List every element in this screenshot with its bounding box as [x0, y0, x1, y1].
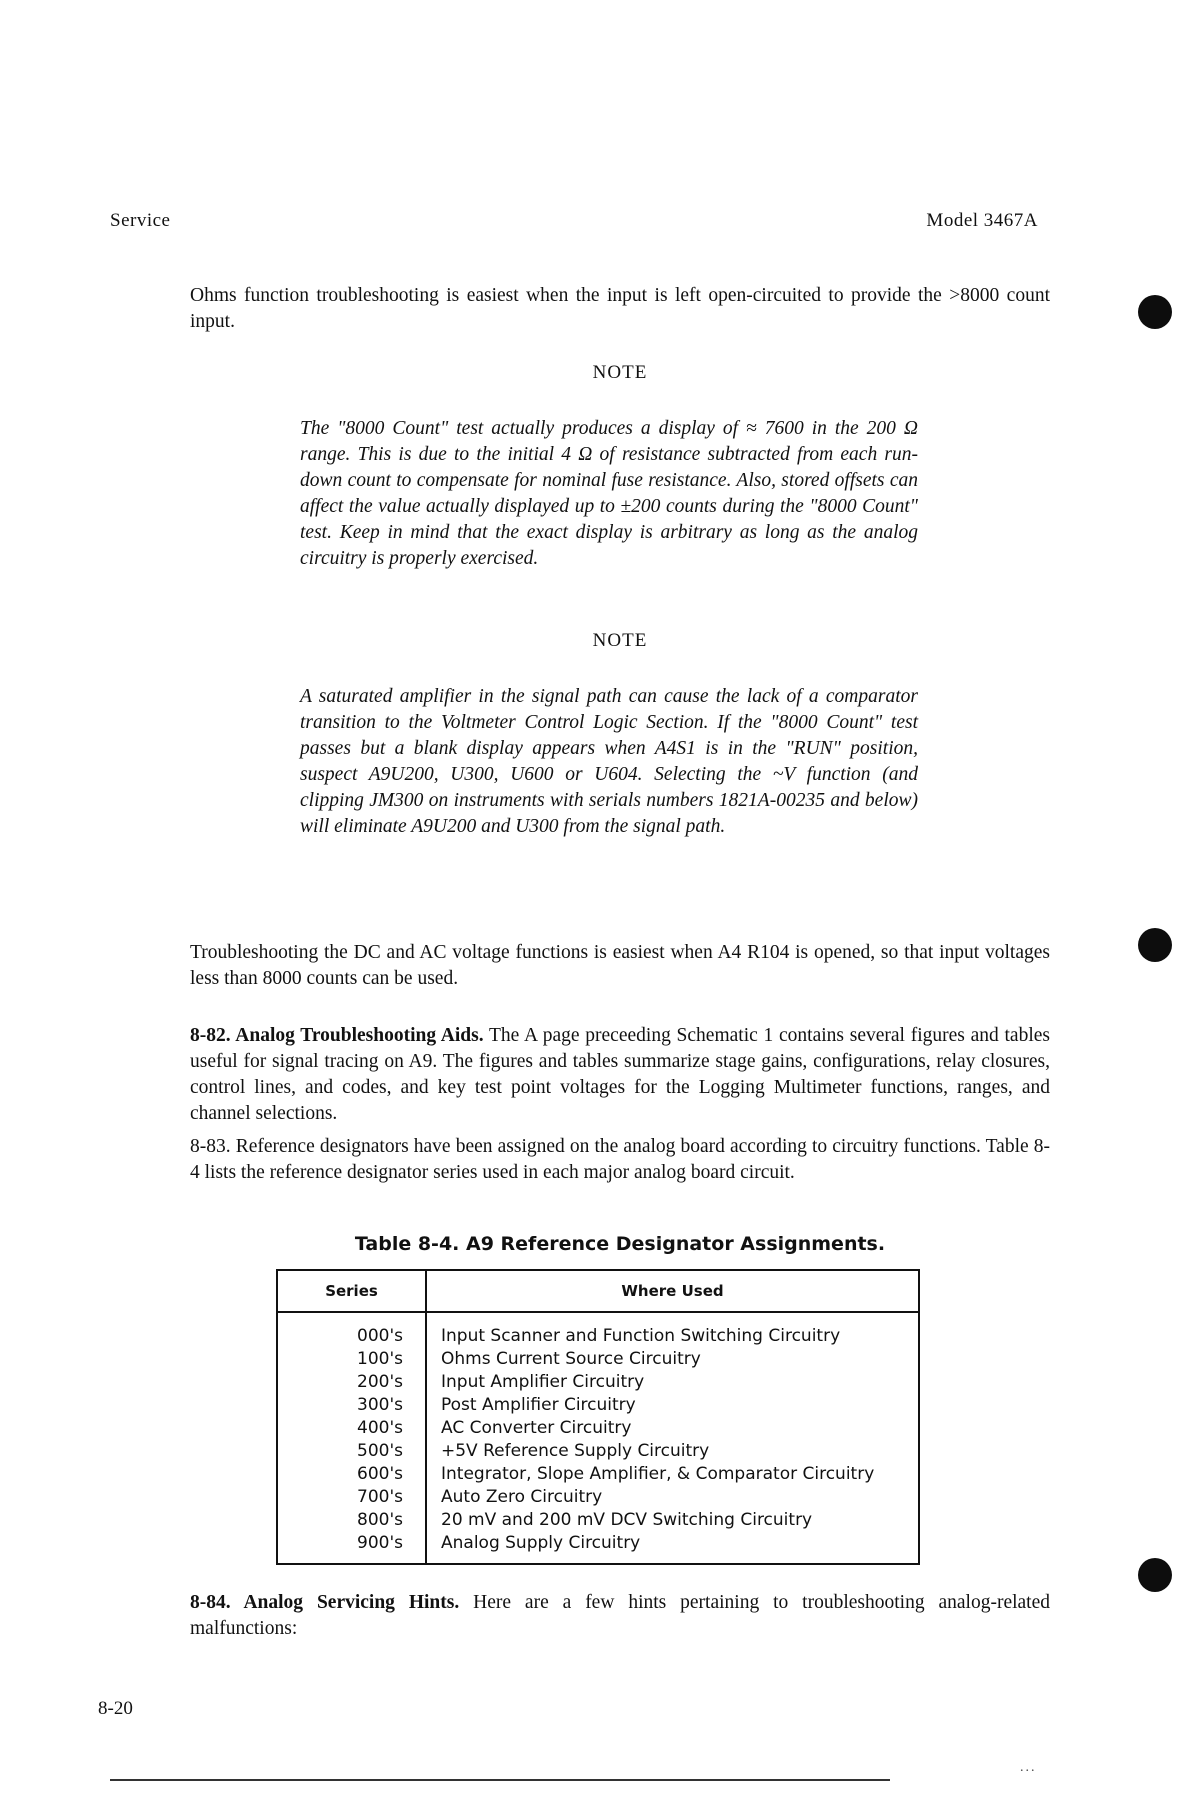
- note-body-2: A saturated amplifier in the signal path can cause the lack of a comparator transition to the Voltmeter Control Logic Section. If the "8000 Count" test passes but a blank display appears when A4S1 is in the "RUN" position, suspect A9U200, U300, U600 or U604. Selecting the ~V function (and clipping JM300 on instruments with serials numbers 1821A-00235 and below) will eliminate A9U200 and U300 from the signal path.: [300, 686, 918, 837]
- note-heading-1: NOTE: [592, 362, 648, 383]
- where-used-cell: AC Converter Circuitry: [441, 1418, 632, 1438]
- where-used-cell: Post Amplifier Circuitry: [441, 1395, 636, 1415]
- table-header-row: [277, 1270, 919, 1312]
- series-cell: 600's: [277, 1463, 426, 1486]
- bottom-rule: [110, 1779, 890, 1781]
- series-cell: 300's: [277, 1394, 426, 1417]
- where-used-cell: +5V Reference Supply Circuitry: [441, 1441, 710, 1461]
- where-used-cell: 20 mV and 200 mV DCV Switching Circuitry: [441, 1510, 813, 1530]
- table-row: [277, 1463, 919, 1486]
- series-cell: 400's: [277, 1417, 426, 1440]
- header-section-label: Service: [110, 210, 171, 231]
- where-used-cell: Integrator, Slope Amplifier, & Comparator Circuitry: [441, 1464, 875, 1484]
- section-8-84-heading: 8-84. Analog Servicing Hints.: [190, 1592, 460, 1613]
- table-row: [277, 1394, 919, 1417]
- where-used-cell: Auto Zero Circuitry: [441, 1487, 603, 1507]
- note-body-1: The "8000 Count" test actually produces a display of ≈ 7600 in the 200 Ω range. This is due to the initial 4 Ω of resistance subtracted from each run-down count to compensate for nominal fuse resistance. Also, stored offsets can affect the value actually displayed up to ±200 counts during the "8000 Count" test. Keep in mind that the exact display is arbitrary as long as the analog circuitry is properly exercised.: [300, 418, 918, 569]
- table-row: [277, 1509, 919, 1532]
- section-8-82: [190, 1023, 1050, 1127]
- binder-hole-icon: [1138, 928, 1172, 962]
- table-row: [277, 1532, 919, 1564]
- series-cell: 000's: [277, 1312, 426, 1348]
- table-row: [277, 1348, 919, 1371]
- series-cell: 900's: [277, 1532, 426, 1564]
- table-row: [277, 1486, 919, 1509]
- series-cell: 200's: [277, 1371, 426, 1394]
- footer-mark: ...: [1020, 1760, 1037, 1775]
- dc-ac-paragraph: Troubleshooting the DC and AC voltage functions is easiest when A4 R104 is opened, so that input voltages less than 8000 counts can be used.: [190, 942, 1050, 989]
- intro-paragraph: Ohms function troubleshooting is easiest when the input is left open-circuited to provide the >8000 count input.: [190, 285, 1050, 332]
- column-header-where-used: Where Used: [426, 1270, 919, 1312]
- section-8-83: 8-83. Reference designators have been assigned on the analog board according to circuitry functions. Table 8-4 lists the reference designator series used in each major analog board circuit.: [190, 1136, 1050, 1183]
- binder-hole-icon: [1138, 295, 1172, 329]
- section-8-84: [190, 1590, 1050, 1642]
- table-row: [277, 1417, 919, 1440]
- section-8-84-text: Here are a few hints pertaining to troubleshooting analog-related malfunctions:: [190, 1592, 1050, 1639]
- where-used-cell: Input Amplifier Circuitry: [441, 1372, 645, 1392]
- note-heading-2: NOTE: [592, 630, 648, 651]
- where-used-cell: Input Scanner and Function Switching Circuitry: [441, 1326, 841, 1346]
- where-used-cell: Ohms Current Source Circuitry: [441, 1349, 701, 1369]
- binder-hole-icon: [1138, 1558, 1172, 1592]
- table-row: [277, 1371, 919, 1394]
- where-used-cell: Analog Supply Circuitry: [441, 1533, 641, 1553]
- series-cell: 500's: [277, 1440, 426, 1463]
- series-cell: 800's: [277, 1509, 426, 1532]
- table-row: [277, 1312, 919, 1348]
- column-header-series: Series: [277, 1270, 426, 1312]
- series-cell: 700's: [277, 1486, 426, 1509]
- section-8-82-heading: 8-82. Analog Troubleshooting Aids.: [190, 1025, 484, 1046]
- page-number: 8-20: [98, 1698, 133, 1719]
- table-row: [277, 1440, 919, 1463]
- section-8-82-text: The A page preceeding Schematic 1 contains several figures and tables useful for signal tracing on A9. The figures and tables summarize stage gains, configurations, relay closures, control lines, and codes, and key test point voltages for the Logging Multimeter functions, ranges, and channel selections.: [190, 1025, 1050, 1124]
- reference-designator-table: [276, 1269, 920, 1565]
- header-model-label: Model 3467A: [926, 210, 1038, 231]
- table-title: Table 8-4. A9 Reference Designator Assignments.: [354, 1233, 886, 1255]
- series-cell: 100's: [277, 1348, 426, 1371]
